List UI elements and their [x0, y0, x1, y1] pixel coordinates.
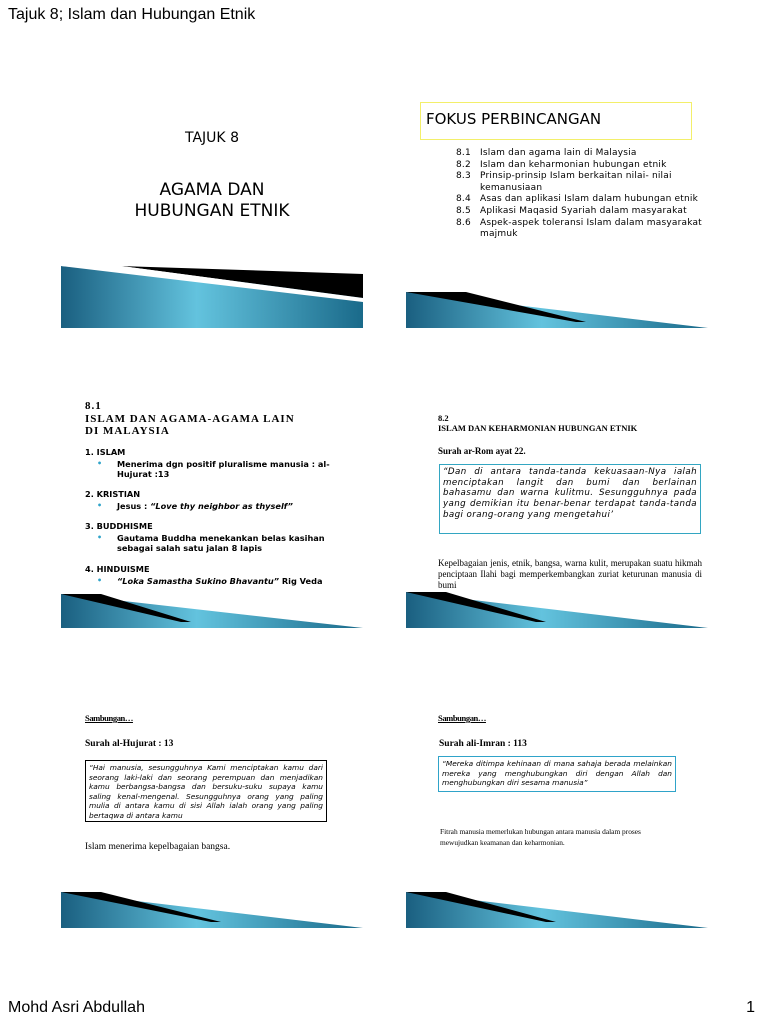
slide-6-banner — [406, 892, 708, 928]
surah-reference: Surah al-Hujurat : 13 — [85, 739, 174, 749]
slide-4-paragraph: Kepelbagaian jenis, etnik, bangsa, warna kulit, merupakan suatu hikmah penciptaan Ilahi bagi memperkembangkan zuriat keturunan manusia di bumi — [438, 558, 702, 590]
surah-reference: Surah ar-Rom ayat 22. — [438, 446, 526, 456]
slide-3 — [61, 400, 363, 628]
slide-5 — [61, 700, 363, 928]
slide-6 — [406, 700, 708, 928]
slide-2-heading: FOKUS PERBINCANGAN — [426, 110, 602, 128]
section-hinduisme: 4. HINDUISME • “Loka Samastha Sukino Bhavantu” Rig Veda — [85, 564, 323, 586]
focus-list-item: 8.3 Prinsip-prinsip Islam berkaitan nilai- nilai kemanusiaan — [456, 171, 672, 193]
slide-4-banner — [406, 592, 708, 628]
focus-list-item: 8.2 Islam dan keharmonian hubungan etnik — [456, 159, 667, 170]
bullet-icon: • — [97, 576, 103, 585]
section-buddhisme: 3. BUDDHISME • Gautama Buddha menekankan belas kasihan sebagai salah satu jalan 8 lapis — [85, 521, 325, 553]
slide-6-paragraph: Fitrah manusia memerlukan hubungan antara manusia dalam proses mewujudkan keamanan dan keharmonian. — [440, 827, 641, 847]
slide-2-banner — [406, 292, 708, 328]
slide-4-heading: 8.2 ISLAM DAN KEHARMONIAN HUBUNGAN ETNIK — [438, 413, 638, 433]
section-islam: 1. ISLAM • Menerima dgn positif pluralisme manusia : al-Hujurat :13 — [85, 447, 330, 479]
slide-1-title-line2: HUBUNGAN ETNIK — [134, 201, 290, 221]
section-kristian: 2. KRISTIAN • Jesus : “Love thy neighbor as thyself” — [85, 489, 293, 511]
slide-1-tajuk: TAJUK 8 — [185, 130, 239, 146]
focus-list — [456, 148, 706, 241]
slide-1-title — [61, 180, 363, 222]
slide-5-paragraph: Islam menerima kepelbagaian bangsa. — [85, 842, 231, 852]
focus-list-item: 8.5 Aplikasi Maqasid Syariah dalam masyarakat — [456, 205, 687, 216]
focus-list-item: 8.4 Asas dan aplikasi Islam dalam hubungan etnik — [456, 194, 699, 205]
page-number: 1 — [746, 999, 755, 1016]
sambungan-label: Sambungan… — [85, 713, 133, 723]
footer-author: Mohd Asri Abdullah — [8, 999, 145, 1016]
slide-4 — [406, 400, 708, 628]
focus-list-item: 8.6 Aspek-aspek toleransi Islam dalam masyarakat majmuk — [456, 217, 702, 240]
slide-1 — [61, 100, 363, 328]
sambungan-label: Sambungan… — [438, 713, 486, 723]
focus-list-item: 8.1 Islam dan agama lain di Malaysia — [456, 148, 637, 158]
slide-3-banner — [61, 594, 363, 628]
document-header-title: Tajuk 8; Islam dan Hubungan Etnik — [8, 6, 256, 23]
slide-5-banner — [61, 892, 363, 928]
surah-reference: Surah ali-Imran : 113 — [439, 739, 527, 749]
slide-1-title-line1: AGAMA DAN — [159, 180, 265, 200]
slide-1-banner — [61, 266, 363, 328]
bullet-icon: • — [97, 459, 103, 468]
quote-box: “Dan di antara tanda-tanda kekuasaan-Nya ialah menciptakan langit dan bumi dan berlainan bahasamu dan warna kulitmu. Sesungguhnya pada yang demikian itu benar-benar terdapat tanda-tanda bagi orang-orang yang mengetahui’ — [439, 464, 701, 534]
bullet-icon: • — [97, 501, 103, 510]
quote-box: “Mereka ditimpa kehinaan di mana sahaja berada melainkan mereka yang menghubungkan diri dengan Allah dan menghubungkan diri sesama manusia” — [438, 756, 676, 792]
slide-3-heading: 8.1 ISLAM DAN AGAMA-AGAMA LAIN DI MALAYSIA — [85, 400, 295, 437]
slide-2 — [406, 100, 708, 328]
bullet-icon: • — [97, 533, 103, 542]
religion-list — [85, 447, 347, 586]
quote-box: “Hai manusia, sesungguhnya Kami menciptakan kamu dari seorang laki-laki dan seorang perempuan dan menjadikan kamu berbangsa-bangsa dan bersuku-suku supaya kamu saling kenal-mengenal. Sesungguhnya orang yang paling mulia di antara kamu di sisi Allah ialah orang yang paling bertaqwa di antara kamu — [85, 760, 327, 822]
